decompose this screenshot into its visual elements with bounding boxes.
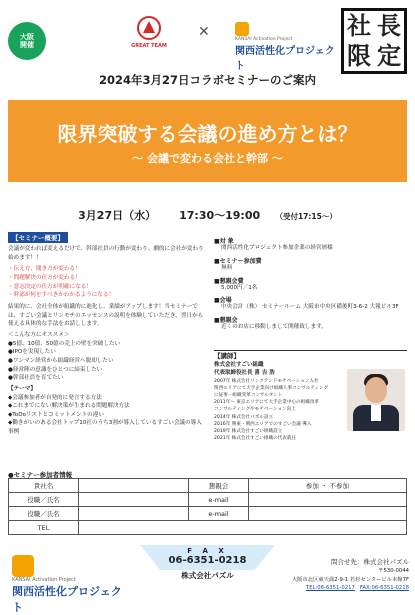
event-info bbox=[214, 236, 407, 335]
email-label: e-mail bbox=[189, 493, 249, 507]
position-name-label: 役職／氏名 bbox=[9, 507, 79, 521]
schedule-line bbox=[0, 207, 415, 223]
fax-block bbox=[140, 547, 275, 581]
overview-point: ・幹部が何をすべきかわかるようになる！ bbox=[8, 292, 115, 299]
kansai-logo bbox=[235, 18, 335, 72]
info-value: 中央会計（株） セミナールーム 大阪市中央区備後町3-6-2 大報ビル3F bbox=[221, 304, 399, 311]
contact-zip: 〒530-0044 bbox=[378, 568, 409, 575]
recommend-item: ●ワンマン経営から組織経営へ脱却したい bbox=[8, 357, 114, 364]
email-field-2[interactable] bbox=[249, 507, 407, 521]
contact-tel-link[interactable]: TEL:06-6351-0217 bbox=[305, 585, 355, 592]
bio-line: 2019年 株式会社すごい組織設立 bbox=[214, 428, 283, 434]
overview-point: ・意志決定の仕方が明確になる！ bbox=[8, 283, 92, 290]
badge-line2: 開催 bbox=[20, 41, 34, 49]
stamp-char-2: 長 bbox=[377, 11, 401, 40]
footer-kansai-main: 関西活性化プロジェクト bbox=[12, 585, 122, 614]
theme-label: 【テーマ】 bbox=[8, 385, 36, 392]
info-value: 5,000円／1名 bbox=[221, 284, 258, 291]
recommend-label: ＜こんな方にオススメ＞ bbox=[8, 331, 70, 338]
company-label: 貴社名 bbox=[9, 479, 79, 493]
hero-banner bbox=[8, 100, 407, 182]
overview-label: 【セミナー概要】 bbox=[8, 232, 68, 243]
fax-number: 06-6351-0218 bbox=[168, 555, 247, 566]
info-key: ■懇親会費 bbox=[214, 277, 244, 285]
contact-company: 問合せ先：株式会社パズル bbox=[331, 558, 409, 566]
position-name-label: 役職／氏名 bbox=[9, 493, 79, 507]
recommend-item: ●5億、10億、50億の売上の壁を突破したい bbox=[8, 340, 121, 347]
tel-label: TEL bbox=[9, 521, 79, 535]
info-value: 無料 bbox=[221, 264, 233, 271]
registration-form bbox=[8, 478, 407, 535]
theme-item: ◆働きがいのある会社トップ10社のうち3割が導入しているすごい会議の導入事例 bbox=[8, 420, 202, 436]
info-item bbox=[214, 295, 407, 312]
party-attendance-field[interactable]: 参加 ・ 不参加 bbox=[249, 479, 407, 493]
schedule-reception: （受付17:15～） bbox=[275, 212, 337, 221]
info-value: 近くのお店に移動しまして開催致します。 bbox=[221, 324, 327, 331]
contact-fax-link[interactable]: FAX:06-6351-0218 bbox=[359, 585, 409, 592]
footer-kansai-logo bbox=[12, 555, 122, 615]
stamp-char-1: 社 bbox=[347, 11, 371, 40]
overview-points bbox=[8, 265, 206, 300]
overview-point: ・問題解決の仕方が変わる！ bbox=[8, 274, 81, 281]
collab-x-icon: ✕ bbox=[198, 24, 210, 40]
table-row bbox=[9, 479, 407, 493]
info-item bbox=[214, 315, 407, 332]
header-date-line: 2024年3月27日コラボセミナーのご案内 bbox=[98, 73, 316, 87]
lecturer-bio bbox=[214, 378, 344, 442]
great-team-label: GREAT TEAM bbox=[131, 43, 167, 49]
theme-list bbox=[8, 394, 206, 437]
info-item bbox=[214, 276, 407, 293]
overview-section bbox=[8, 232, 206, 442]
email-field-1[interactable] bbox=[249, 493, 407, 507]
fax-label: F A X bbox=[187, 547, 228, 555]
theme-item: ◆ToDoリストとコミットメントの違い bbox=[8, 411, 104, 418]
table-row bbox=[9, 507, 407, 521]
theme-item: ◆これまでにない解決策が生まれる問題解決方法 bbox=[8, 403, 130, 410]
bio-line: に従事・組織変革コンサルタント bbox=[214, 393, 283, 399]
overview-intro: 会議が変われば変えるだけで、幹部社員の行動が変わり、劇的に会社が変わり始めます！！ bbox=[8, 246, 204, 261]
footer-kansai-sub: KANSAI Activation Project bbox=[12, 577, 76, 583]
stamp-char-3: 限 bbox=[347, 41, 371, 70]
bio-line: 2021年 株式会社すごい組織の代表就任 bbox=[214, 435, 297, 441]
info-item bbox=[214, 236, 407, 253]
badge-line1: 大阪 bbox=[20, 32, 34, 41]
bio-line: コンサルティングやモチベーション向上 bbox=[214, 407, 296, 413]
lecturer-name: 代表取締役社長 喜 吉 浩 bbox=[214, 370, 275, 376]
form-header: ●セミナー参加者情報 bbox=[8, 471, 73, 479]
hero-subtitle: ～ 会議で変わる会社と幹部 ～ bbox=[132, 152, 283, 165]
table-row bbox=[9, 493, 407, 507]
puzzle-icon bbox=[12, 555, 34, 577]
info-value: 関西活性化プロジェクト参加企業の経営層様 bbox=[221, 245, 333, 251]
contact-block bbox=[283, 557, 409, 593]
bio-line: 関西エリアにて大手企業向け組織人事コンサルティング bbox=[214, 386, 329, 392]
info-key: ■懇親会 bbox=[214, 317, 238, 325]
info-key: ■セミナー参加費 bbox=[214, 257, 262, 265]
table-row bbox=[9, 521, 407, 535]
company-field[interactable] bbox=[79, 479, 189, 493]
bio-line: 2016年 関東・関西エリアでのすごい会議 導入 bbox=[214, 421, 312, 427]
lecturer-photo bbox=[347, 369, 405, 431]
theme-item: ◆会議参加者が自発的に発言する方法 bbox=[8, 394, 102, 401]
stamp-char-4: 定 bbox=[377, 41, 401, 70]
overview-point: ・伝え方、聞き方が変わる！ bbox=[8, 266, 81, 273]
overview-body: 結果的に、会社全体が組織的に進化し、業績がアップします！当セミナーでは、すごい会議とリンモチのエッセンスの説明を体験していただき、翌日から使える具体的な手法をお話しします。 bbox=[8, 303, 204, 328]
contact-address: 大阪市北区東天満2-9-1 若杉センタービル本館7F bbox=[291, 576, 409, 583]
kansai-sub: KANSAI Activation Project bbox=[235, 37, 293, 42]
position-name-field-1[interactable] bbox=[79, 493, 189, 507]
bio-line: 2014年 株式会社パズル設立 bbox=[214, 414, 274, 420]
great-team-mark-icon bbox=[137, 16, 161, 40]
email-label: e-mail bbox=[189, 507, 249, 521]
hero-title: 限界突破する会議の進め方とは？ bbox=[57, 122, 358, 146]
info-item bbox=[214, 256, 407, 273]
schedule-time: 17:30～19:00 bbox=[179, 209, 261, 222]
info-key: ■対 象 bbox=[214, 238, 234, 245]
info-key: ■会場 bbox=[214, 297, 232, 305]
bio-line: 2011年～ 東京エリアにて大手企業中心の組織改革 bbox=[214, 400, 320, 406]
puzzle-icon bbox=[235, 22, 249, 36]
lecturer-company: 株式会社すごい組織 bbox=[214, 362, 264, 368]
recommend-item: ●IPOを実現したい bbox=[8, 349, 56, 356]
tel-field[interactable] bbox=[79, 521, 407, 535]
party-label: 懇親会 bbox=[189, 479, 249, 493]
great-team-logo bbox=[125, 16, 173, 49]
recommend-item: ●幹部社員を育てたい bbox=[8, 375, 64, 382]
fax-company: 株式会社パズル bbox=[181, 571, 234, 580]
bio-line: 2007年 株式会社リンクアンドモチベーション入社 bbox=[214, 379, 319, 384]
lecturer-section bbox=[214, 350, 407, 455]
position-name-field-2[interactable] bbox=[79, 507, 189, 521]
lecturer-label: 【講師】 bbox=[214, 352, 240, 360]
osaka-badge bbox=[8, 22, 46, 60]
president-limited-stamp bbox=[341, 8, 407, 74]
recommend-list bbox=[8, 340, 206, 383]
recommend-item: ●経営陣の意識をひとつに結束したい bbox=[8, 366, 103, 373]
kansai-main: 関西活性化プロジェクト bbox=[235, 46, 335, 72]
schedule-date: 3月27日（水） bbox=[78, 209, 157, 222]
